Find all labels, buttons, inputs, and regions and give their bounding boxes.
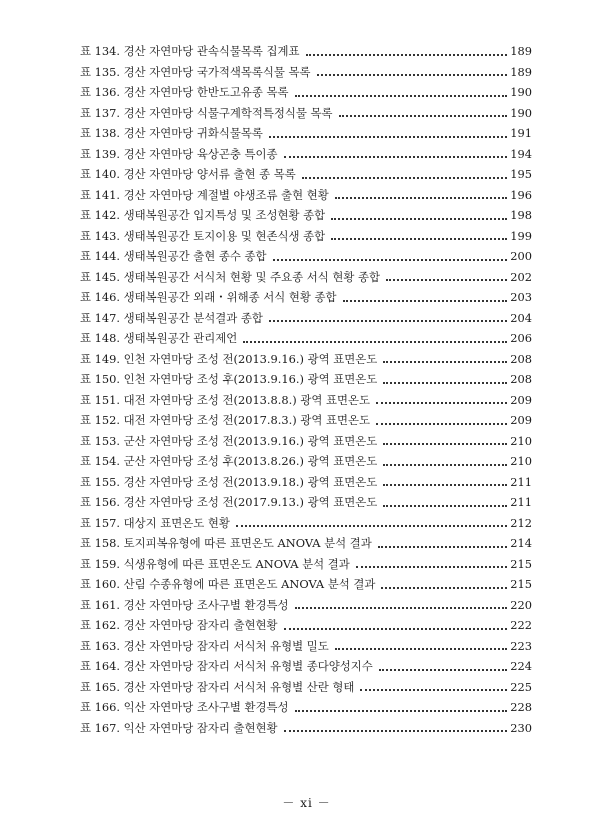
dot-leader [383, 361, 507, 363]
toc-entry-label: 표 167. 익산 자연마당 잠자리 출현현황 [80, 720, 278, 735]
toc-entry-label: 표 166. 익산 자연마당 조사구별 환경특성 [80, 700, 289, 714]
toc-entry-label: 표 158. 토지피복유형에 따른 표면온도 ANOVA 분석 결과 [80, 536, 372, 550]
toc-entry-label: 표 156. 경산 자연마당 조성 전(2017.9.13.) 광역 표면온도 [80, 495, 378, 509]
toc-entry-label: 표 151. 대전 자연마당 조성 전(2013.8.8.) 광역 표면온도 [80, 392, 370, 407]
toc-entry[interactable] [80, 492, 532, 513]
toc-entry[interactable] [80, 554, 532, 575]
toc-entry-label: 표 136. 경산 자연마당 한반도고유종 목록 [80, 85, 289, 99]
dot-leader [236, 525, 507, 527]
toc-entry-label: 표 135. 경산 자연마당 국가적색목록식물 목록 [80, 64, 311, 79]
toc-entry[interactable] [80, 287, 532, 308]
toc-entry-label: 표 140. 경산 자연마당 양서류 출현 종 목록 [80, 167, 296, 181]
dot-leader [378, 546, 507, 548]
toc-entry-label: 표 134. 경산 자연마당 관속식물목록 집계표 [80, 44, 300, 58]
toc-entry-label: 표 153. 군산 자연마당 조성 전(2013.9.16.) 광역 표면온도 [80, 433, 378, 448]
dot-leader [295, 95, 508, 97]
toc-entry-page: 189 [510, 44, 532, 58]
toc-entry-label: 표 165. 경산 자연마당 잠자리 서식처 유형별 산란 형태 [80, 679, 355, 694]
toc-entry[interactable] [80, 308, 532, 329]
toc-entry-page: 190 [510, 105, 532, 120]
dot-leader [284, 156, 508, 158]
toc-entry-page: 210 [510, 454, 532, 468]
toc-entry-label: 표 159. 식생유형에 따른 표면온도 ANOVA 분석 결과 [80, 556, 350, 571]
toc-entry-label: 표 160. 산림 수종유형에 따른 표면온도 ANOVA 분석 결과 [80, 577, 376, 591]
toc-entry-label: 표 162. 경산 자연마당 잠자리 출현현황 [80, 618, 278, 632]
toc-entry[interactable] [80, 185, 532, 206]
toc-entry-page: 211 [510, 495, 532, 509]
toc-entry-page: 202 [510, 269, 532, 284]
toc-entry[interactable] [80, 513, 532, 534]
toc-entry[interactable] [80, 226, 532, 247]
toc-entry-page: 209 [510, 413, 532, 427]
toc-entry-label: 표 141. 경산 자연마당 계절별 야생조류 출현 현황 [80, 187, 329, 202]
toc-entry[interactable] [80, 82, 532, 103]
toc-entry[interactable] [80, 349, 532, 370]
toc-entry-label: 표 138. 경산 자연마당 귀화식물목록 [80, 126, 263, 140]
toc-entry[interactable] [80, 656, 532, 677]
dot-leader [306, 54, 508, 56]
dot-leader [302, 177, 507, 179]
dot-leader [343, 300, 508, 302]
dot-leader [383, 505, 507, 507]
toc-entry-label: 표 149. 인천 자연마당 조성 전(2013.9.16.) 광역 표면온도 [80, 351, 378, 366]
toc-entry-page: 211 [510, 474, 532, 489]
dot-leader [243, 341, 507, 343]
toc-entry-label: 표 146. 생태복원공간 외래・위해종 서식 현황 종합 [80, 290, 337, 304]
toc-entry[interactable] [80, 472, 532, 493]
dot-leader [386, 279, 507, 281]
dot-leader [360, 689, 507, 691]
toc-entry[interactable] [80, 205, 532, 226]
toc-entry-page: 224 [510, 659, 532, 673]
toc-entry-label: 표 142. 생태복원공간 입지특성 및 조성현황 종합 [80, 208, 326, 222]
toc-entry[interactable] [80, 574, 532, 595]
toc-entry-page: 222 [510, 618, 532, 632]
toc-entry-page: 208 [510, 351, 532, 366]
dot-leader [383, 382, 507, 384]
toc-entry-page: 200 [510, 249, 532, 263]
toc-entry-page: 230 [510, 720, 532, 735]
toc-entry-label: 표 152. 대전 자연마당 조성 전(2017.8.3.) 광역 표면온도 [80, 413, 370, 427]
toc-entry-page: 215 [510, 577, 532, 591]
dot-leader [284, 628, 508, 630]
toc-entry-page: 196 [510, 187, 532, 202]
dot-leader [381, 587, 507, 589]
toc-entry[interactable] [80, 62, 532, 83]
dot-leader [295, 607, 508, 609]
dot-leader [284, 730, 508, 732]
page-number: － xi － [282, 796, 331, 810]
toc-entry-page: 228 [510, 700, 532, 714]
toc-entry-label: 표 145. 생태복원공간 서식처 현황 및 주요종 서식 현황 종합 [80, 269, 381, 284]
toc-entry-page: 214 [510, 536, 532, 550]
dot-leader [331, 238, 507, 240]
dot-leader [379, 669, 507, 671]
toc-entry-page: 191 [510, 126, 532, 140]
toc-entry[interactable] [80, 267, 532, 288]
toc-entry-page: 203 [510, 290, 532, 304]
toc-entry-page: 198 [510, 208, 532, 222]
toc-entry-label: 표 150. 인천 자연마당 조성 후(2013.9.16.) 광역 표면온도 [80, 372, 378, 386]
toc-entry[interactable] [80, 533, 532, 554]
dot-leader [356, 566, 507, 568]
toc-entry-label: 표 137. 경산 자연마당 식물구계학적특정식물 목록 [80, 105, 333, 120]
toc-entry-page: 190 [510, 85, 532, 99]
toc-entry-page: 225 [510, 679, 532, 694]
toc-entry-page: 208 [510, 372, 532, 386]
toc-entry[interactable] [80, 718, 532, 739]
toc-entry-page: 189 [510, 64, 532, 79]
toc-entry[interactable] [80, 390, 532, 411]
toc-entry-label: 표 164. 경산 자연마당 잠자리 서식처 유형별 종다양성지수 [80, 659, 373, 673]
toc-entry[interactable] [80, 615, 532, 636]
toc-entry-label: 표 139. 경산 자연마당 육상곤충 특이종 [80, 146, 278, 161]
toc-entry[interactable] [80, 369, 532, 390]
toc-entry-label: 표 155. 경산 자연마당 조성 전(2013.9.18.) 광역 표면온도 [80, 474, 378, 489]
toc-entry-page: 210 [510, 433, 532, 448]
toc-entry[interactable] [80, 41, 532, 62]
toc-entry-page: 220 [510, 597, 532, 612]
table-of-contents [80, 41, 532, 738]
toc-entry-page: 206 [510, 331, 532, 345]
toc-entry-page: 204 [510, 310, 532, 325]
toc-entry-page: 209 [510, 392, 532, 407]
toc-entry-page: 223 [510, 638, 532, 653]
dot-leader [383, 464, 507, 466]
toc-entry-label: 표 163. 경산 자연마당 잠자리 서식처 유형별 밀도 [80, 638, 329, 653]
dot-leader [339, 115, 508, 117]
toc-entry-label: 표 154. 군산 자연마당 조성 후(2013.8.26.) 광역 표면온도 [80, 454, 378, 468]
toc-entry-label: 표 143. 생태복원공간 토지이용 및 현존식생 종합 [80, 228, 326, 243]
toc-entry[interactable] [80, 595, 532, 616]
toc-entry[interactable] [80, 697, 532, 718]
toc-entry[interactable] [80, 636, 532, 657]
toc-entry-page: 199 [510, 228, 532, 243]
toc-entry-page: 215 [510, 556, 532, 571]
dot-leader [331, 218, 507, 220]
dot-leader [273, 259, 508, 261]
toc-entry-page: 195 [510, 167, 532, 181]
toc-entry[interactable] [80, 164, 532, 185]
toc-entry-label: 표 161. 경산 자연마당 조사구별 환경특성 [80, 597, 289, 612]
dot-leader [383, 443, 507, 445]
dot-leader [295, 710, 508, 712]
toc-entry[interactable] [80, 144, 532, 165]
toc-entry-page: 194 [510, 146, 532, 161]
toc-entry-label: 표 147. 생태복원공간 분석결과 종합 [80, 310, 263, 325]
toc-entry[interactable] [80, 103, 532, 124]
dot-leader [383, 484, 507, 486]
toc-entry[interactable] [80, 431, 532, 452]
dot-leader [269, 320, 507, 322]
toc-entry-label: 표 157. 대상지 표면온도 현황 [80, 515, 230, 530]
toc-entry[interactable] [80, 677, 532, 698]
dot-leader [335, 648, 507, 650]
toc-entry[interactable] [80, 246, 532, 267]
dot-leader [335, 197, 507, 199]
toc-entry[interactable] [80, 451, 532, 472]
toc-entry[interactable] [80, 123, 532, 144]
toc-entry[interactable] [80, 328, 532, 349]
dot-leader [269, 136, 507, 138]
toc-entry-label: 표 144. 생태복원공간 출현 종수 종합 [80, 249, 267, 263]
toc-entry-label: 표 148. 생태복원공간 관리제언 [80, 331, 238, 345]
dot-leader [317, 74, 508, 76]
toc-entry-page: 212 [510, 515, 532, 530]
toc-entry[interactable] [80, 410, 532, 431]
dot-leader [376, 402, 507, 404]
dot-leader [376, 423, 507, 425]
